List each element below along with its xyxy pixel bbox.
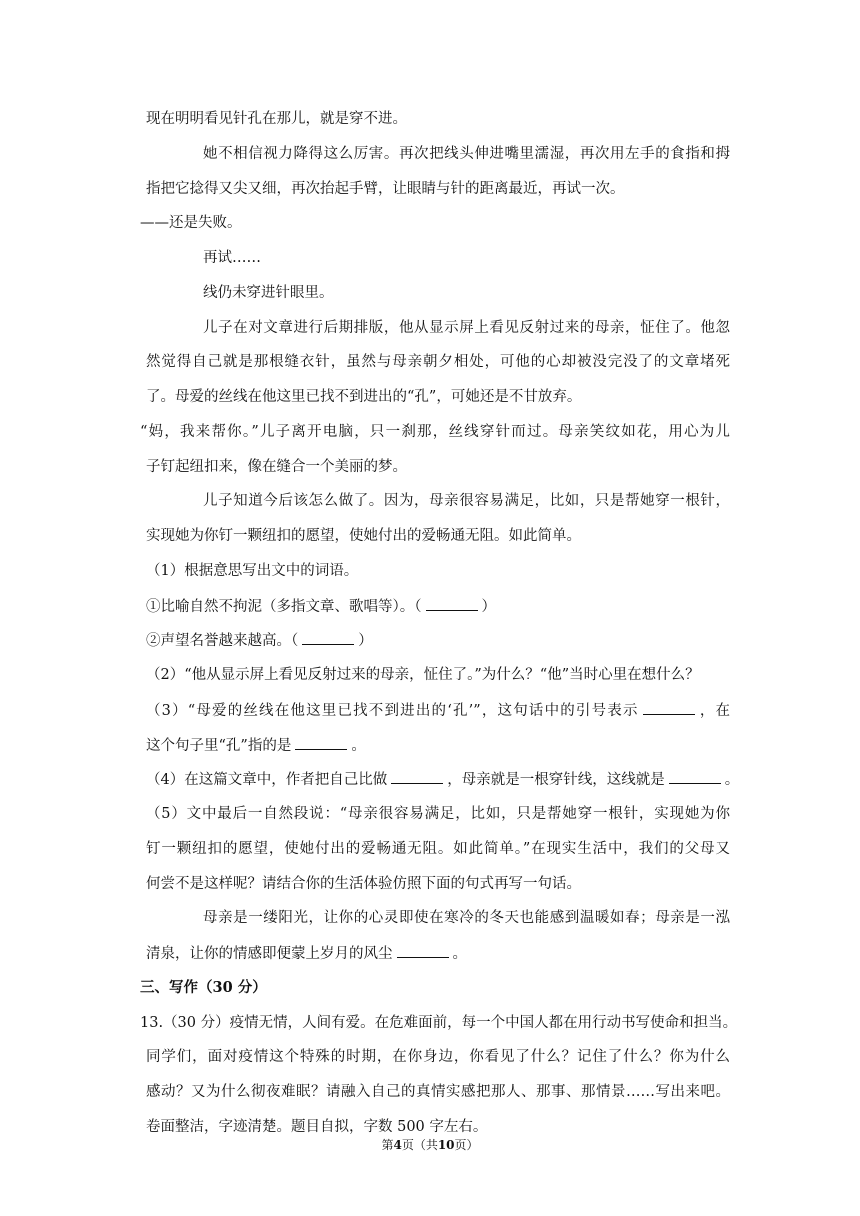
question-text: 。 — [724, 772, 740, 788]
question-5: 何尝不是这样呢？请结合你的生活体验仿照下面的句式再写一句话。 — [146, 876, 581, 892]
page-footer — [0, 1137, 860, 1153]
page-total: 10 — [437, 1138, 455, 1152]
question-text: ，在 — [698, 703, 730, 719]
passage-line: 子钉起纽扣来，像在缝合一个美丽的梦。 — [146, 459, 407, 475]
passage-line: 了。母爱的丝线在他这里已找不到进出的“孔”，可她还是不甘放弃。 — [146, 389, 582, 405]
passage-line: “妈，我来帮你。”儿子离开电脑，只一刹那，丝线穿针而过。母亲笑纹如花，用心为儿 — [140, 424, 730, 440]
passage-line: 儿子在对文章进行后期排版，他从显示屏上看见反射过来的母亲，怔住了。他忽 — [203, 320, 730, 336]
question-13: 感动？又为什么彻夜难眠？请融入自己的真情实感把那人、那事、那情景……写出来吧。 — [146, 1084, 730, 1100]
question-3a — [146, 700, 730, 721]
question-text: 。 — [452, 946, 467, 962]
answer-blank[interactable] — [643, 700, 695, 715]
answer-blank[interactable] — [397, 943, 449, 958]
question-1: （1）根据意思写出文中的词语。 — [146, 563, 359, 579]
question-text: ） — [481, 599, 496, 615]
question-13: 卷面整洁，字迹清楚。题目自拟，字数 500 字左右。 — [146, 1119, 488, 1135]
question-text: ，母亲就是一根穿针线，这线就是 — [447, 772, 665, 788]
footer-text: 页（共 — [401, 1138, 438, 1152]
answer-blank[interactable] — [669, 769, 721, 784]
question-1a — [146, 596, 496, 617]
passage-line: ——还是失败。 — [140, 215, 242, 231]
answer-blank[interactable] — [391, 769, 443, 784]
passage-line: 再试…… — [203, 250, 261, 266]
footer-text: 页） — [454, 1138, 479, 1152]
answer-blank[interactable] — [302, 630, 354, 645]
question-text: （3）“母爱的丝线在他这里已找不到进出的‘孔’”，这句话中的引号表示 — [146, 703, 639, 719]
question-text: 清泉，让你的情感即便蒙上岁月的风尘 — [146, 946, 393, 962]
page-number: 4 — [393, 1138, 402, 1152]
question-2: （2）“他从显示屏上看见反射过来的母亲，怔住了。”为什么？“他”当时心里在想什么？ — [146, 667, 700, 683]
question-4 — [146, 769, 740, 790]
question-5-example — [146, 943, 467, 964]
question-text: ①比喻自然不拘泥（多指文章、歌唱等）。（ — [146, 599, 422, 615]
passage-line: 实现她为你钉一颗纽扣的愿望，使她付出的爱畅通无阻。如此简单。 — [146, 528, 581, 544]
question-13: 同学们，面对疫情这个特殊的时期，在你身边，你看见了什么？记住了什么？你为什么 — [146, 1049, 730, 1065]
question-5-example: 母亲是一缕阳光，让你的心灵即使在寒冷的冬天也能感到温暖如春；母亲是一泓 — [203, 910, 730, 926]
question-text: ） — [358, 633, 373, 649]
question-13: 13.（30 分）疫情无情，人间有爱。在危难面前，每一个中国人都在用行动书写使命和担当。 — [140, 1015, 738, 1031]
question-1b — [146, 630, 373, 651]
passage-line: 然觉得自己就是那根缝衣针，虽然与母亲朝夕相处，可他的心却被没完没了的文章堵死 — [146, 354, 730, 370]
question-5: 钉一颗纽扣的愿望，使她付出的爱畅通无阻。如此简单。”在现实生活中，我们的父母又 — [146, 841, 730, 857]
question-text: 这个句子里“孔”指的是 — [146, 738, 292, 754]
passage-line: 指把它捻得又尖又细，再次抬起手臂，让眼睛与针的距离最近，再试一次。 — [146, 181, 625, 197]
question-3b — [146, 735, 366, 756]
section-heading: 三、写作（30 分） — [140, 979, 267, 996]
answer-blank[interactable] — [426, 596, 478, 611]
passage-line: 她不相信视力降得这么厉害。再次把线头伸进嘴里濡湿，再次用左手的食指和拇 — [203, 146, 730, 162]
passage-line: 线仍未穿进针眼里。 — [203, 285, 334, 301]
question-text: 。 — [351, 738, 366, 754]
passage-line: 儿子知道今后该怎么做了。因为，母亲很容易满足，比如，只是帮她穿一根针， — [203, 493, 730, 509]
question-5: （5）文中最后一自然段说：“母亲很容易满足，比如，只是帮她穿一根针，实现她为你 — [146, 806, 730, 822]
passage-line: 现在明明看见针孔在那儿，就是穿不进。 — [146, 111, 407, 127]
footer-text: 第 — [381, 1138, 394, 1152]
question-text: ②声望名誉越来越高。（ — [146, 633, 299, 649]
question-text: （4）在这篇文章中，作者把自己比做 — [146, 772, 388, 788]
answer-blank[interactable] — [295, 735, 347, 750]
